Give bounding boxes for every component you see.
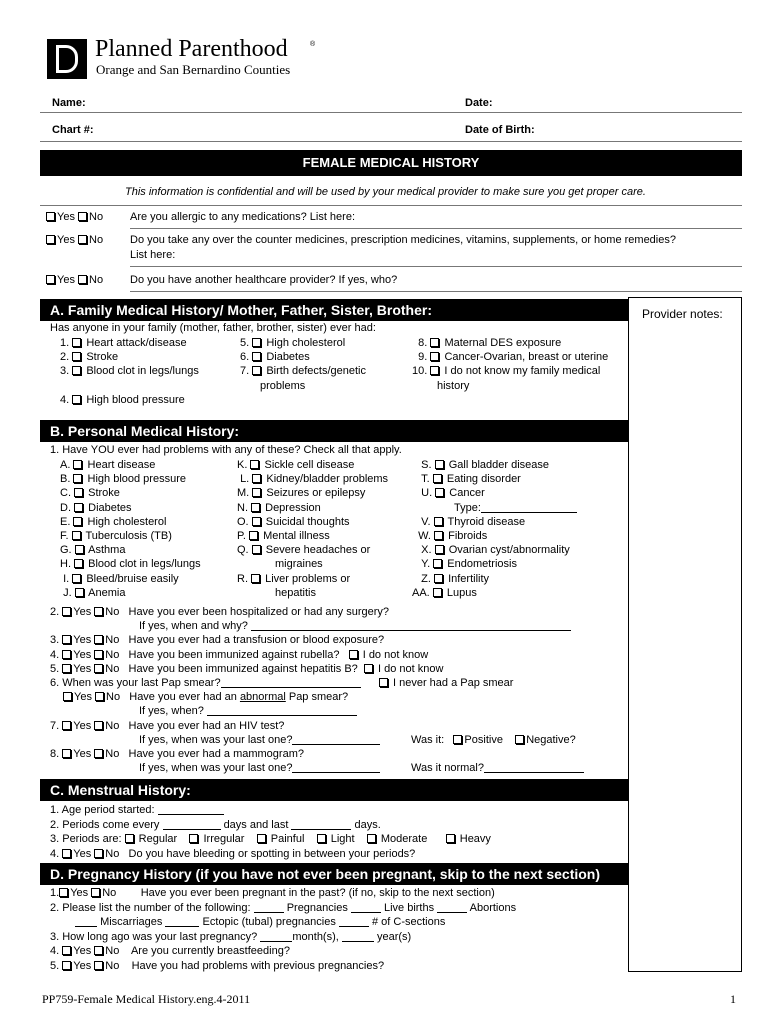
checkbox[interactable] — [189, 834, 198, 843]
list-item: X. Ovarian cyst/abnormality — [421, 544, 570, 557]
yes-no-allergy[interactable]: Yes No — [46, 211, 103, 223]
checkbox[interactable] — [349, 650, 358, 659]
checkbox[interactable] — [317, 834, 326, 843]
list-item: P. Mental illness — [237, 530, 330, 543]
chart-label: Chart #: — [52, 124, 94, 136]
medicines-line[interactable] — [130, 266, 742, 267]
list-item: 9. Cancer-Ovarian, breast or uterine — [418, 351, 609, 364]
org-subtitle: Orange and San Bernardino Counties — [96, 62, 291, 77]
planned-parenthood-logo — [47, 39, 87, 79]
checkbox[interactable] — [62, 650, 71, 659]
checkbox[interactable] — [78, 235, 87, 244]
section-b-col2: K. Sickle cell disease L. Kidney/bladder problems M. Seizures or epilepsy N. Depression O. Suicidal thoughts P. Mental illness Q. Severe headaches or migraines R. Liver problems or hepatitis — [237, 459, 389, 599]
checkbox[interactable] — [434, 574, 443, 583]
section-b-col3 — [412, 458, 577, 600]
checkbox[interactable] — [252, 545, 261, 554]
q-rubella: 4. Yes No Have you been immunized against rubella? I do not know — [50, 648, 429, 661]
list-item: Z. Infertility — [421, 572, 490, 585]
list-item: H. Blood clot in legs/lungs — [60, 558, 201, 571]
section-b-intro: 1. Have YOU ever had problems with any of these? Check all that apply. — [50, 444, 402, 456]
checkbox[interactable] — [252, 338, 261, 347]
list-item: D. Diabetes — [60, 501, 132, 514]
section-a-col1 — [60, 336, 199, 407]
checkbox[interactable] — [252, 352, 261, 361]
checkbox[interactable] — [72, 366, 81, 375]
list-item: 2. Stroke — [60, 351, 119, 364]
list-item: C. Stroke — [60, 487, 120, 500]
checkbox[interactable] — [252, 474, 261, 483]
checkbox[interactable] — [73, 517, 82, 526]
checkbox[interactable] — [72, 395, 81, 404]
checkbox[interactable] — [94, 664, 103, 673]
list-item: T. Eating disorder — [421, 473, 521, 486]
q-period-frequency: 2. Periods come every days and last days. — [50, 818, 381, 831]
cancer-type-field[interactable]: Type: — [412, 501, 577, 515]
checkbox[interactable] — [62, 635, 71, 644]
checkbox[interactable] — [435, 488, 444, 497]
list-item: R. Liver problems or — [237, 572, 351, 585]
list-item: O. Suicidal thoughts — [237, 515, 350, 528]
checkbox[interactable] — [74, 503, 83, 512]
footer-form-code: PP759-Female Medical History.eng.4-2011 — [42, 992, 251, 1006]
checkbox[interactable] — [72, 352, 81, 361]
list-item: F. Tuberculosis (TB) — [60, 530, 172, 543]
list-item: 8. Maternal DES exposure — [418, 337, 562, 349]
list-item: 6. Diabetes — [240, 351, 310, 364]
checkbox[interactable] — [95, 692, 104, 701]
section-a-col2: 5. High cholesterol 6. Diabetes 7. Birth defects/genetic problems — [240, 337, 366, 392]
list-item: M. Seizures or epilepsy — [237, 487, 366, 500]
q-mammogram: 8. Yes No Have you ever had a mammogram? — [50, 748, 304, 761]
checkbox[interactable] — [62, 946, 71, 955]
list-item: V. Thyroid disease — [421, 515, 526, 528]
page-number: 1 — [730, 992, 736, 1006]
checkbox[interactable] — [62, 749, 71, 758]
checkbox[interactable] — [73, 474, 82, 483]
q-hospitalized-when: If yes, when and why? — [50, 619, 584, 633]
checkbox[interactable] — [94, 961, 103, 970]
checkbox[interactable] — [252, 488, 261, 497]
checkbox[interactable] — [252, 366, 261, 375]
allergy-question: Are you allergic to any medications? List here: — [130, 211, 356, 223]
checkbox[interactable] — [94, 650, 103, 659]
list-item: E. High cholesterol — [60, 515, 167, 528]
checkbox[interactable] — [72, 338, 81, 347]
checkbox[interactable] — [434, 531, 443, 540]
checkbox[interactable] — [364, 664, 373, 673]
q-age-period: 1. Age period started: — [50, 803, 491, 818]
medicines-question: Do you take any over the counter medicines, prescription medicines, vitamins, supplements, or home remedies? — [130, 234, 676, 246]
checkbox[interactable] — [249, 531, 258, 540]
checkbox[interactable] — [435, 545, 444, 554]
yes-no-provider[interactable]: Yes No — [46, 274, 103, 286]
list-item: A. Heart disease — [60, 459, 156, 471]
q-hiv-when: If yes, when was your last one? Was it: Positive Negative? — [139, 733, 576, 746]
section-d-header: D. Pregnancy History (if you have not ever been pregnant, skip to the next section) — [40, 863, 628, 885]
section-d-questions — [50, 886, 516, 973]
q-period-type: 3. Periods are: Regular Irregular Painful Light Moderate Heavy — [50, 833, 491, 845]
dob-label: Date of Birth: — [465, 124, 535, 136]
list-item: G. Asthma — [60, 544, 126, 557]
checkbox[interactable] — [433, 588, 442, 597]
provider-line[interactable] — [130, 291, 742, 292]
other-provider-question: Do you have another healthcare provider? If yes, who? — [130, 274, 398, 286]
provider-notes-box[interactable] — [628, 297, 742, 972]
list-item: W. Fibroids — [418, 530, 488, 543]
divider — [40, 205, 742, 206]
section-c-header: C. Menstrual History: — [40, 779, 628, 801]
checkbox[interactable] — [367, 834, 376, 843]
checkbox[interactable] — [453, 735, 462, 744]
list-item: 5. High cholesterol — [240, 337, 346, 349]
checkbox[interactable] — [63, 692, 72, 701]
date-label: Date: — [465, 97, 493, 109]
checkbox[interactable] — [433, 559, 442, 568]
section-a-intro: Has anyone in your family (mother, father, brother, sister) ever had: — [50, 322, 376, 334]
checkbox[interactable] — [91, 888, 100, 897]
q-hepatitis-b: 5. Yes No Have you been immunized against hepatitis B? I do not know — [50, 662, 444, 675]
checkbox[interactable] — [62, 849, 71, 858]
list-item: J. Anemia — [63, 586, 126, 599]
q-mammogram-when: If yes, when was your last one? Was it normal? — [50, 761, 584, 775]
checkbox[interactable] — [379, 678, 388, 687]
q-abnormal-pap-when: If yes, when? — [50, 704, 584, 718]
checkbox[interactable] — [250, 460, 259, 469]
checkbox[interactable] — [94, 635, 103, 644]
checkbox[interactable] — [62, 961, 71, 970]
checkbox[interactable] — [75, 588, 84, 597]
list-item: K. Sickle cell disease — [237, 459, 355, 471]
checkbox[interactable] — [251, 574, 260, 583]
checkbox[interactable] — [78, 275, 87, 284]
q-breastfeeding: 4. Yes No Are you currently breastfeeding? — [50, 945, 290, 957]
q-last-pregnancy: 3. How long ago was your last pregnancy? month(s), year(s) — [50, 930, 412, 943]
checkbox[interactable] — [46, 235, 55, 244]
list-item: 1. Heart attack/disease — [60, 337, 187, 349]
checkbox[interactable] — [94, 946, 103, 955]
checkbox[interactable] — [94, 849, 103, 858]
checkbox[interactable] — [430, 338, 439, 347]
checkbox[interactable] — [72, 531, 81, 540]
section-b-col1 — [60, 458, 201, 600]
section-b-questions — [50, 605, 584, 775]
allergy-line[interactable] — [130, 228, 742, 229]
checkbox[interactable] — [74, 488, 83, 497]
q-pap-smear: 6. When was your last Pap smear? I never had a Pap smear — [50, 677, 514, 690]
list-item: S. Gall bladder disease — [421, 459, 549, 471]
checkbox[interactable] — [62, 721, 71, 730]
q-pregnancy-counts: 2. Please list the number of the following: Pregnancies Live births Abortions — [50, 901, 517, 914]
section-c-questions — [50, 803, 491, 861]
checkbox[interactable] — [94, 749, 103, 758]
list-item: Y. Endometriosis — [421, 558, 517, 571]
name-line[interactable] — [40, 112, 742, 113]
checkbox[interactable] — [59, 888, 68, 897]
section-b-header: B. Personal Medical History: — [40, 420, 628, 442]
checkbox[interactable] — [94, 721, 103, 730]
list-item: 3. Blood clot in legs/lungs — [60, 365, 199, 378]
list-item: 7. Birth defects/genetic — [240, 365, 366, 378]
list-item: 4. High blood pressure — [60, 393, 185, 406]
checkbox[interactable] — [433, 474, 442, 483]
checkbox[interactable] — [46, 212, 55, 221]
list-item: Q. Severe headaches or — [237, 544, 371, 557]
medicines-list-label: List here: — [130, 249, 176, 261]
checkbox[interactable] — [435, 460, 444, 469]
q-abnormal-pap: Yes No Have you ever had an abnormal Pap smear? — [50, 690, 584, 704]
q-hiv: 7. Yes No Have you ever had an HIV test? — [50, 719, 285, 732]
checkbox[interactable] — [125, 834, 134, 843]
name-label: Name: — [52, 97, 86, 109]
checkbox[interactable] — [62, 607, 71, 616]
checkbox[interactable] — [73, 460, 82, 469]
checkbox[interactable] — [515, 735, 524, 744]
form-title: FEMALE MEDICAL HISTORY — [40, 150, 742, 176]
checkbox[interactable] — [74, 559, 83, 568]
q-pregnant: 1. Yes No Have you ever been pregnant in the past? (if no, skip to the next section) — [50, 887, 495, 899]
checkbox[interactable] — [46, 275, 55, 284]
chart-line[interactable] — [40, 141, 742, 142]
checkbox[interactable] — [251, 503, 260, 512]
checkbox[interactable] — [252, 517, 261, 526]
q-transfusion: 3. Yes No Have you ever had a transfusion or blood exposure? — [50, 634, 385, 647]
list-item: N. Depression — [237, 501, 321, 514]
checkbox[interactable] — [94, 607, 103, 616]
section-a-header: A. Family Medical History/ Mother, Father, Sister, Brother: — [40, 299, 628, 321]
checkbox[interactable] — [78, 212, 87, 221]
registered-mark: ® — [310, 41, 316, 48]
yes-no-medicines[interactable]: Yes No — [46, 234, 103, 246]
q-pregnancy-counts-2: Miscarriages Ectopic (tubal) pregnancies # of C-sections — [50, 915, 516, 930]
list-item: AA. Lupus — [412, 586, 477, 599]
checkbox[interactable] — [72, 574, 81, 583]
q-spotting: 4. Yes No Do you have bleeding or spotting in between your periods? — [50, 847, 416, 860]
list-item: 10. I do not know my family medical — [412, 365, 601, 378]
list-item: L. Kidney/bladder problems — [240, 473, 389, 486]
list-item: I. Bleed/bruise easily — [63, 572, 179, 585]
org-name: Planned Parenthood — [95, 36, 288, 62]
provider-notes-label: Provider notes: — [642, 307, 723, 321]
checkbox[interactable] — [257, 834, 266, 843]
checkbox[interactable] — [75, 545, 84, 554]
checkbox[interactable] — [430, 352, 439, 361]
q-previous-problems: 5. Yes No Have you had problems with previous pregnancies? — [50, 959, 385, 972]
list-item: U. Cancer — [421, 487, 485, 500]
list-item: B. High blood pressure — [60, 473, 186, 486]
checkbox[interactable] — [62, 664, 71, 673]
checkbox[interactable] — [434, 517, 443, 526]
q-hospitalized: 2. Yes No Have you ever been hospitalized or had any surgery? — [50, 606, 389, 618]
checkbox[interactable] — [446, 834, 455, 843]
confidential-note: This information is confidential and will be used by your medical provider to make sure you get proper care. — [125, 186, 646, 198]
checkbox[interactable] — [430, 366, 439, 375]
section-a-col3: 8. Maternal DES exposure 9. Cancer-Ovarian, breast or uterine 10. I do not know my family medical history — [412, 337, 609, 392]
